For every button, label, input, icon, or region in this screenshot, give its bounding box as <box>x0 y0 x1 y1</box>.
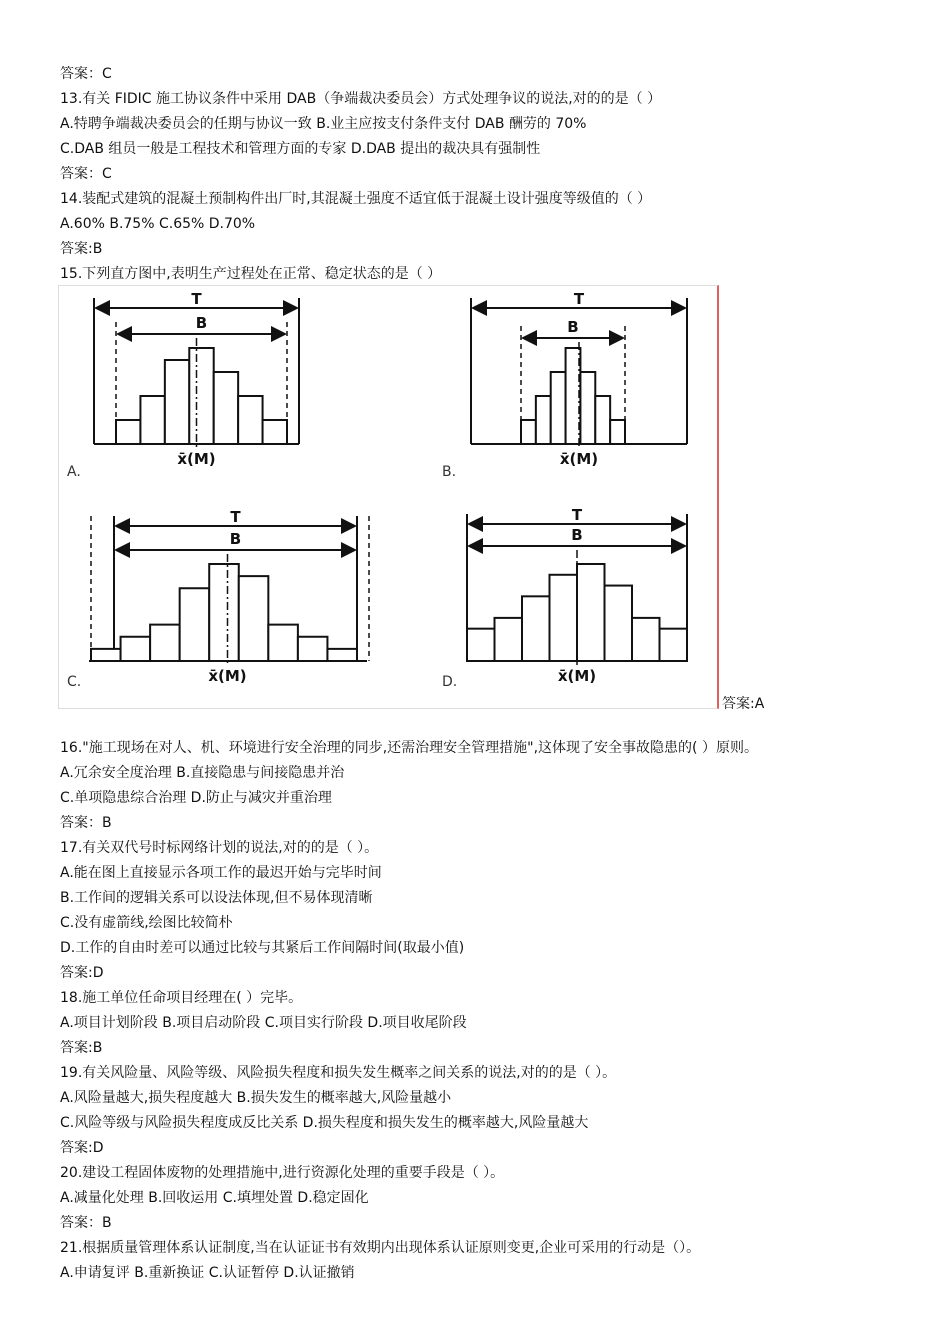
panel-1-bar <box>140 396 164 444</box>
histogram-svg <box>59 286 717 708</box>
panel-3-bar <box>180 588 210 661</box>
panel-1-bar <box>263 420 287 444</box>
histogram-figure <box>58 285 719 709</box>
q17-option-b: B.工作间的逻辑关系可以设法体现,但不易体现清晰 <box>60 890 373 906</box>
panel-3-bar <box>239 576 269 661</box>
panel-2-bar <box>521 420 536 444</box>
panel-1-bar <box>189 348 213 444</box>
panel-3-bar <box>91 649 121 661</box>
question-16: 16."施工现场在对人、机、环境进行安全治理的同步,还需治理安全管理措施",这体现了安全事故隐患的( ）原则。 <box>60 740 758 756</box>
panel-4-bar <box>632 618 660 661</box>
panel-3-bar <box>327 649 357 661</box>
panel-3-bar <box>150 625 180 661</box>
question-17: 17.有关双代号时标网络计划的说法,对的的是（ ）。 <box>60 840 379 856</box>
answer-line: 答案:B <box>60 1040 103 1056</box>
answer-line: 答案:B <box>60 241 103 257</box>
panel-4-bar <box>467 629 495 661</box>
panel-4-bar <box>550 575 578 661</box>
panel-4-bar <box>522 596 550 661</box>
panel-2-bar <box>595 396 610 444</box>
q16-options-ab: A.冗余安全度治理 B.直接隐患与间接隐患并治 <box>60 765 345 781</box>
panel-1-option-label: A. <box>67 464 81 480</box>
panel-3-b-label: B <box>229 530 242 548</box>
panel-2-bar <box>566 348 581 444</box>
panel-1-bar <box>238 396 262 444</box>
panel-2-b-label: B <box>567 318 579 336</box>
answer-line: 答案：C <box>60 66 112 82</box>
answer-line: 答案：C <box>60 166 112 182</box>
panel-2-t-label: T <box>573 290 585 308</box>
panel-3-t-label: T <box>230 508 241 526</box>
q13-options-cd: C.DAB 组员一般是工程技术和管理方面的专家 D.DAB 提出的裁决具有强制性 <box>60 141 541 157</box>
panel-3-option-label: C. <box>67 674 82 690</box>
answer-line: 答案：B <box>60 815 112 831</box>
panel-1-b-label: B <box>195 314 208 332</box>
q17-option-a: A.能在图上直接显示各项工作的最迟开始与完毕时间 <box>60 865 382 881</box>
panel-4-mean-label: x̄(M) <box>557 667 597 685</box>
question-21: 21.根据质量管理体系认证制度,当在认证证书有效期内出现体系认证原则变更,企业可采用的行动是（）。 <box>60 1240 701 1256</box>
panel-3-bar <box>121 637 151 661</box>
q15-answer: 答案:A <box>722 696 765 712</box>
q17-option-c: C.没有虚箭线,绘图比较简朴 <box>60 915 233 931</box>
panel-2-bar <box>580 372 595 444</box>
question-20: 20.建设工程固体废物的处理措施中,进行资源化处理的重要手段是（ ）。 <box>60 1165 505 1181</box>
panel-4-t-label: T <box>571 506 583 524</box>
q13-options-ab: A.特聘争端裁决委员会的任期与协议一致 B.业主应按支付条件支付 DAB 酬劳的 70% <box>60 116 587 132</box>
panel-1-mean-label: x̄(M) <box>177 450 216 468</box>
panel-1-bar <box>214 372 238 444</box>
panel-3-bar <box>298 637 328 661</box>
panel-4-bar <box>605 586 633 661</box>
question-18: 18.施工单位任命项目经理在( ）完毕。 <box>60 990 303 1006</box>
panel-1-bar <box>116 420 140 444</box>
panel-3-bar <box>268 625 298 661</box>
panel-1-t-label: T <box>191 290 202 308</box>
answer-line: 答案:D <box>60 1140 104 1156</box>
q18-options: A.项目计划阶段 B.项目启动阶段 C.项目实行阶段 D.项目收尾阶段 <box>60 1015 467 1031</box>
question-14: 14.装配式建筑的混凝土预制构件出厂时,其混凝土强度不适宜低于混凝土设计强度等级值的（ ） <box>60 191 652 207</box>
question-15: 15.下列直方图中,表明生产过程处在正常、稳定状态的是（ ） <box>60 266 442 282</box>
panel-3-mean-label: x̄(M) <box>208 667 247 685</box>
question-13: 13.有关 FIDIC 施工协议条件中采用 DAB（争端裁决委员会）方式处理争议的说法,对的的是（ ） <box>60 91 662 107</box>
answer-line: 答案:D <box>60 965 104 981</box>
q20-options: A.减量化处理 B.回收运用 C.填埋处置 D.稳定固化 <box>60 1190 369 1206</box>
q19-options-cd: C.风险等级与风险损失程度成反比关系 D.损失程度和损失发生的概率越大,风险量越大 <box>60 1115 589 1131</box>
q21-options: A.申请复评 B.重新换证 C.认证暂停 D.认证撤销 <box>60 1265 355 1281</box>
panel-4-option-label: D. <box>442 674 458 690</box>
panel-4-b-label: B <box>571 526 583 544</box>
q17-option-d: D.工作的自由时差可以通过比较与其紧后工作间隔时间(取最小值) <box>60 940 465 956</box>
q19-options-ab: A.风险量越大,损失程度越大 B.损失发生的概率越大,风险量越小 <box>60 1090 452 1106</box>
answer-line: 答案：B <box>60 1215 112 1231</box>
q16-options-cd: C.单项隐患综合治理 D.防止与减灾并重治理 <box>60 790 332 806</box>
panel-4-bar <box>577 564 605 661</box>
panel-2-bar <box>551 372 566 444</box>
panel-2-option-label: B. <box>442 464 457 480</box>
panel-4-bar <box>660 629 688 661</box>
panel-2-bar <box>610 420 625 444</box>
question-19: 19.有关风险量、风险等级、风险损失程度和损失发生概率之间关系的说法,对的的是（ ）。 <box>60 1065 617 1081</box>
q14-options: A.60% B.75% C.65% D.70% <box>60 216 256 232</box>
panel-2-bar <box>536 396 551 444</box>
panel-3-bar <box>209 564 239 661</box>
panel-4-bar <box>495 618 523 661</box>
panel-1-bar <box>165 360 189 444</box>
panel-2-mean-label: x̄(M) <box>559 450 599 468</box>
